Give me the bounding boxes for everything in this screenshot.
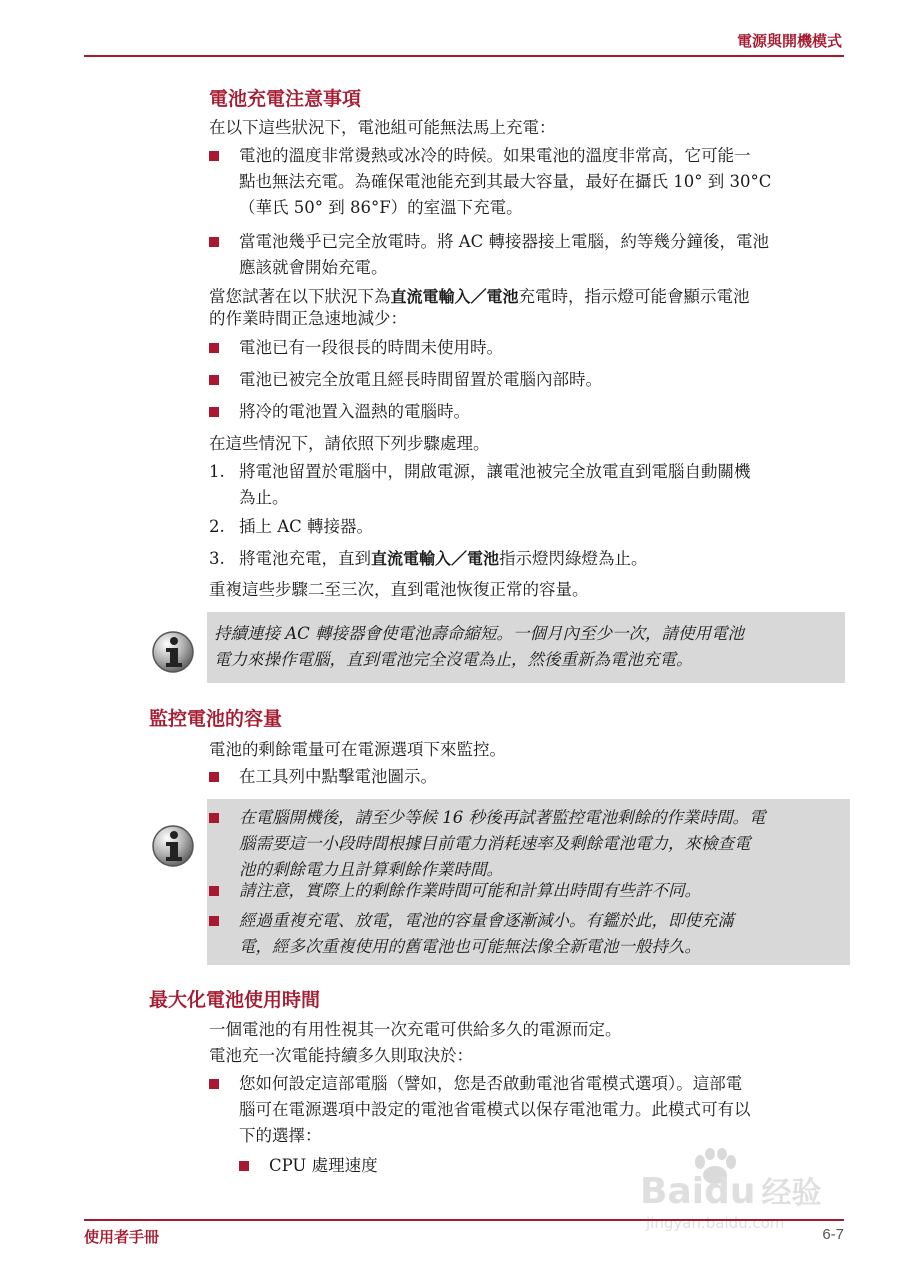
watermark-brand: du [704,1171,756,1212]
watermark [640,1148,870,1238]
header-rule [84,55,844,57]
bullet-square-icon [209,343,219,353]
step-number: 2. [209,517,225,536]
watermark-brand: Bai [640,1171,705,1212]
note-box [207,799,850,965]
bullet-square-icon [209,886,219,896]
list-item-text: 您如何設定這部電腦（譬如，您是否啟動電池省電模式選項）。這部電 [239,1074,743,1093]
page-number: 6-7 [822,1226,844,1243]
footer-rule [84,1219,844,1221]
list-item-text: 下的選擇： [239,1126,322,1145]
section-heading-maximize-battery-life: 最大化電池使用時間 [149,989,321,1011]
keyword-text: 直流電輸入／電池 [390,287,519,306]
step-number: 1. [209,462,225,481]
paragraph: 在這些情況下，請依照下列步驟處理。 [209,434,490,453]
bullet-square-icon [209,772,219,782]
list-item-text: 將冷的電池置入溫熱的電腦時。 [239,402,470,421]
list-item-text: 當電池幾乎已完全放電時。將 AC 轉接器接上電腦，約等幾分鐘後，電池 [239,232,770,251]
note-text: 請注意，實際上的剩餘作業時間可能和計算出時間有些許不同。 [239,881,701,900]
section-heading-monitor-capacity: 監控電池的容量 [149,708,283,730]
bullet-square-icon [209,813,219,823]
watermark-brand-cn: 经验 [761,1176,822,1211]
paragraph: 在以下這些狀況下，電池組可能無法馬上充電： [209,118,556,137]
note-text: 電，經多次重複使用的舊電池也可能無法像全新電池一般持久。 [239,937,701,956]
note-text: 腦需要這一小段時間根據目前電力消耗速率及剩餘電池電力，來檢查電 [239,834,751,853]
step-text: 指示燈閃綠燈為止。 [499,549,648,568]
list-item-text: 點也無法充電。為確保電池能充到其最大容量，最好在攝氏 10° 到 30°C [239,172,772,191]
note-text: 池的剩餘電力且計算剩餘作業時間。 [239,860,503,879]
list-item-text: 在工具列中點擊電池圖示。 [239,767,437,786]
footer-title: 使用者手冊 [84,1228,160,1246]
list-item-text: 腦可在電源選項中設定的電池省電模式以保存電池電力。此模式可有以 [239,1100,751,1119]
note-box [207,612,845,683]
info-icon [151,630,195,674]
list-item-text: 應該就會開始充電。 [239,258,388,277]
paragraph: 電池的剩餘電量可在電源選項下來監控。 [209,740,506,759]
bullet-square-icon [239,1161,249,1171]
note-text: 經過重複充電、放電，電池的容量會逐漸減小。有鑑於此，即使充滿 [239,911,734,930]
watermark-url: jingyan.baidu.com [646,1214,785,1232]
step-text: 將電池充電，直到 [239,549,371,568]
step-text: 插上 AC 轉接器。 [239,517,374,536]
bullet-square-icon [209,1079,219,1089]
paragraph: 電池充一次電能持續多久則取決於： [209,1046,473,1065]
bullet-square-icon [209,151,219,161]
paragraph: 重複這些步驟二至三次，直到電池恢復正常的容量。 [209,580,589,599]
paragraph: 的作業時間正急速地減少： [209,309,407,328]
step-text: 為止。 [239,488,289,507]
list-item-text: CPU 處理速度 [269,1156,378,1175]
note-text: 持續連接 AC 轉接器會使電池壽命縮短。一個月內至少一次，請使用電池 [214,624,745,643]
bullet-square-icon [209,237,219,247]
step-number: 3. [209,549,225,568]
bullet-square-icon [209,407,219,417]
note-text: 電力來操作電腦，直到電池完全沒電為止，然後重新為電池充電。 [214,650,693,669]
info-icon [151,824,195,868]
list-item-text: 電池已有一段很長的時間未使用時。 [239,338,503,357]
list-item-text: （華氏 50° 到 86°F）的室溫下充電。 [239,198,523,217]
bullet-square-icon [209,916,219,926]
page-header-title: 電源與開機模式 [736,32,842,50]
keyword-text: 直流電輸入／電池 [371,549,500,568]
bullet-square-icon [209,375,219,385]
section-heading-battery-charging: 電池充電注意事項 [209,88,362,110]
paragraph-text: 當您試著在以下狀況下為 [209,287,391,306]
paragraph-text: 充電時，指示燈可能會顯示電池 [518,287,750,306]
paragraph: 一個電池的有用性視其一次充電可供給多久的電源而定。 [209,1020,622,1039]
step-text: 將電池留置於電腦中，開啟電源，讓電池被完全放電直到電腦自動關機 [239,462,751,481]
note-text: 在電腦開機後，請至少等候 16 秒後再試著監控電池剩餘的作業時間。電 [239,808,766,827]
list-item-text: 電池的溫度非常燙熱或冰冷的時候。如果電池的溫度非常高，它可能一 [239,146,751,165]
list-item-text: 電池已被完全放電且經長時間留置於電腦內部時。 [239,370,602,389]
